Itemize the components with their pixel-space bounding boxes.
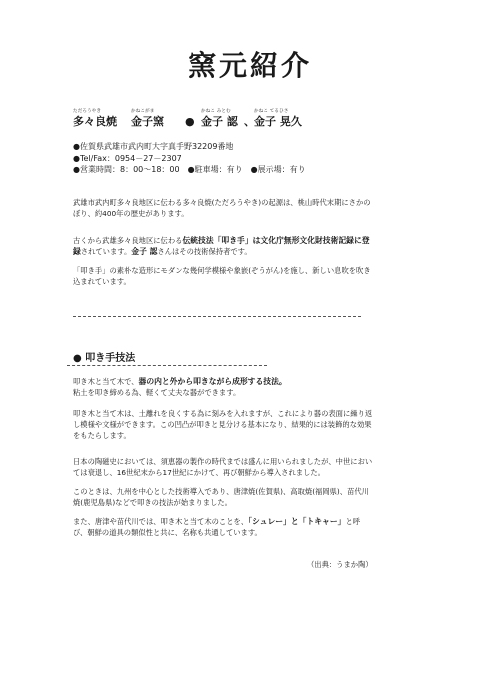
potter1-reading: かねこ みとむ xyxy=(201,109,231,114)
technique-paragraph-2: 叩き木と当て木は、土離れを良くする為に刻みを入れますが、これにより器の表面に繰り返し模様や文様ができます。この凹凸が叩きと見分ける基本になり、結果的には装飾的な効果をもたらします。 xyxy=(73,409,373,440)
ware-label: 多々良焼 xyxy=(73,115,117,128)
technique-paragraph-1: 叩き木と当て木で、器の内と外から叩きながら成形する技法。 粘土を叩き締める為、軽くて丈夫な器ができます。 xyxy=(73,377,287,397)
technique-paragraph-4: このときは、九州を中心とした技術導入であり、唐津焼(佐賀県)、高取焼(福岡県)、苗代川焼(鹿児島県)などで叩きの技法が始まりました。 xyxy=(73,487,369,507)
section-title: 叩き手技法 xyxy=(85,353,136,364)
kiln-heading xyxy=(73,108,413,142)
section-heading xyxy=(73,349,135,364)
intro-paragraph-2: 古くから武雄多々良地区に伝わる伝統技法「叩き手」は文化庁無形文化財技術記録に登録されています。金子 認さんはその技術保持者です。 xyxy=(73,236,370,256)
kiln-label: 金子窯 xyxy=(131,115,164,128)
bullet-icon: ● xyxy=(185,115,195,128)
ware-name xyxy=(73,108,117,129)
divider xyxy=(73,316,361,317)
technique-paragraph-3: 日本の陶磁史においては、須恵器の製作の時代までは盛んに用いられましたが、中世においては衰退し、16世紀末から17世紀にかけて、再び朝鮮から導入されました。 xyxy=(73,457,373,477)
potter-name-2 xyxy=(254,108,302,129)
address-line: ●佐賀県武雄市武内町大字真手野32209番地 xyxy=(73,142,234,151)
name-separator: 、 xyxy=(244,115,255,128)
kiln-name xyxy=(131,108,164,129)
bullet-icon: ● xyxy=(73,353,82,364)
hours-line: ●営業時間：8：00～18：00 ●駐車場：有り ●展示場：有り xyxy=(73,165,306,174)
potter-name-1 xyxy=(201,108,238,129)
technique-paragraph-5: また、唐津や苗代川では、叩き木と当て木のことを、「シュレー」と「トキャー」と呼び、朝鮮の道具の類似性と共に、名称も共通しています。 xyxy=(73,517,361,537)
page-title: 窯元紹介 xyxy=(187,49,312,82)
kiln-reading: かねこがま xyxy=(131,109,155,114)
potter2-reading: かねこ てるひさ xyxy=(254,109,289,114)
potter1-label: 金子 認 xyxy=(201,115,238,128)
intro-paragraph-3: 「叩き手」の素朴な造形にモダンな幾何学模様や象嵌(ぞうがん)を施し、新しい息吹を吹き込まれています。 xyxy=(73,266,371,286)
divider xyxy=(67,365,267,366)
intro-paragraph-1: 武雄市武内町多々良地区に伝わる多々良焼(ただろうやき)の起源は、桃山時代末期にさかのぼり、約400年の歴史があります。 xyxy=(73,198,371,218)
kiln-info xyxy=(73,141,306,176)
tel-line: ●Tel/Fax：0954－27－2307 xyxy=(73,153,182,163)
source-citation: （出典：うまか陶） xyxy=(307,560,373,569)
ware-reading: ただろうやき xyxy=(73,109,102,114)
potter2-label: 金子 晃久 xyxy=(254,115,302,128)
